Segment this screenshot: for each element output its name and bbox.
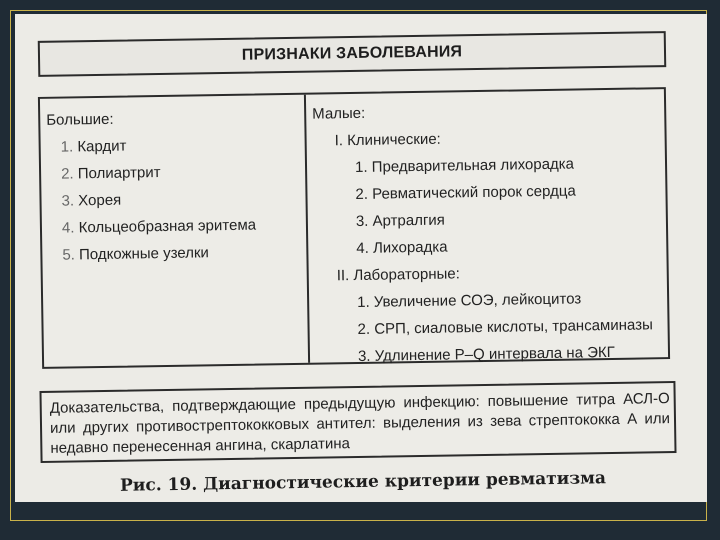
figure-caption: Рис. 19. Диагностические критерии ревматизма [119,468,607,496]
major-item: 5. Подкожные узелки [62,244,210,264]
minor-heading: Малые: [312,104,366,123]
laboratory-item: 3. Удлинение P–Q интервала на ЭКГ [357,343,615,365]
clinical-item: 3. Артралгия [355,211,446,230]
table-title: ПРИЗНАКИ ЗАБОЛЕВАНИЯ [241,43,463,64]
clinical-item: 2. Ревматический порок сердца [355,182,576,203]
criteria-table [38,87,670,369]
minor-criteria-column [312,95,666,370]
major-item: 4. Кольцеобразная эритема [61,216,257,237]
evidence-text: Доказательства, подтверждающие предыдущую инфекцию: повышение титра АСЛ-О или других противострептококковых антител: выделения из зева стрептококка А или недавно перенесенная ангина, скарлатина [49,390,671,457]
column-divider [304,95,310,363]
major-heading: Большие: [46,110,114,129]
major-criteria-column [46,103,299,269]
laboratory-item: 1. Увеличение СОЭ, лейкоцитоз [357,290,582,311]
laboratory-group-label: II. Лабораторные: [336,265,460,285]
clinical-item: 1. Предварительная лихорадка [354,155,575,176]
evidence-box [39,381,676,463]
clinical-item: 4. Лихорадка [356,238,448,257]
laboratory-item: 2. СРП, сиаловые кислоты, трансаминазы [357,316,653,338]
major-item: 2. Полиартрит [60,164,161,183]
major-item: 3. Хорея [61,191,122,210]
major-item: 1. Кардит [60,137,127,156]
clinical-group-label: I. Клинические: [334,130,441,150]
